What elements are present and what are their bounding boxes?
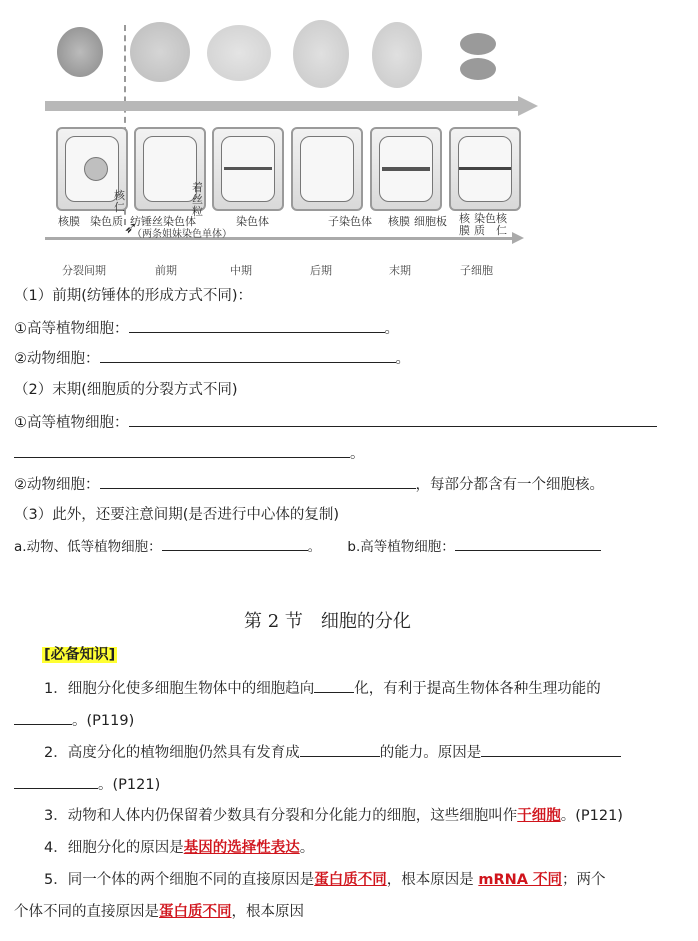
stage-daughter-cell: 子细胞 [460,264,493,277]
label-sister-chromatids: （两条姐妹染色单体） [132,229,232,240]
q3-options-row: a.动物、低等植物细胞： 。 b.高等植物细胞： [14,536,601,557]
item-1-blank-1[interactable] [314,678,354,693]
item-5-answer-1: 蛋白质不同 [314,872,387,888]
item-5-row-1 [44,870,606,890]
item-2-blank-2[interactable] [481,742,621,757]
label-chromatin-daughter: 染色质 [474,212,496,237]
q3-heading: （3）此外，还要注意间期(是否进行中心体的复制) [14,507,340,523]
bottom-arrow-head [512,232,524,244]
label-chromosome: 染色体 [163,215,196,228]
q1-heading: （1）前期(纺锤体的形成方式不同)： [14,288,253,304]
label-chromatin: 染色质 [90,215,123,228]
item-1-row-2 [14,710,134,731]
label-nucleolus: 核仁 [114,189,125,214]
item-1-blank-2[interactable] [14,710,72,725]
label-nuclear-membrane-telophase: 核膜 [388,215,410,228]
q3-a-label: a.动物、低等植物细胞： [14,539,162,555]
q1-higher-plant-label: ①高等植物细胞： [14,321,129,337]
bottom-timeline-arrow [45,237,515,240]
stage-interphase: 分裂间期 [62,264,106,277]
q1-animal-blank[interactable] [100,348,396,363]
metaphase-chromosomes-image [207,25,271,81]
label-daughter-chromosome: 子染色体 [328,215,372,228]
label-centromere: 着丝粒 [192,181,203,218]
q1-higher-plant-row: ①高等植物细胞： 。 [14,318,399,339]
item-5-answer-2: mRNA 不同 [478,872,563,888]
knowledge-tag [42,645,117,665]
prophase-chromosomes-image [130,22,190,82]
q2-animal-label: ②动物细胞： [14,477,100,493]
q2-animal-tail: ，每部分都含有一个细胞核。 [415,477,604,493]
metaphase-plant-cell [212,127,284,211]
item-4-text-b: 。 [299,840,315,856]
item-5-text-a: 5．同一个体的两个细胞不同的直接原因是 [44,872,315,888]
item-2-blank-1[interactable] [300,742,380,757]
q2-heading: （2）末期(细胞质的分裂方式不同) [14,382,238,398]
telophase-plant-cell [370,127,442,211]
item-3-row [44,806,623,826]
anaphase-chromosomes-image [293,20,349,88]
item-5-answer-3: 蛋白质不同 [159,904,232,920]
daughter-plant-cell [449,127,521,211]
daughter-nuclei-image-2 [460,58,496,80]
q1-animal-row: ②动物细胞： 。 [14,348,410,369]
item-5-text-c: ；两个 [562,872,606,888]
stage-metaphase: 中期 [230,264,252,277]
q3-b-blank[interactable] [455,536,601,551]
anaphase-plant-cell [291,127,363,211]
stage-telophase: 末期 [389,264,411,277]
q2-animal-row [14,474,604,495]
section-title: 第 2 节 细胞的分化 [244,611,411,632]
item-4-answer: 基因的选择性表达 [183,840,300,856]
item-3-text-b: 。(P121) [560,808,623,824]
label-cell-plate: 细胞板 [414,215,447,228]
item-3-answer: 干细胞 [517,808,561,824]
daughter-nuclei-image [460,33,496,55]
q2-higher-plant-blank-1[interactable] [129,412,657,427]
item-2-blank-3[interactable] [14,774,98,789]
item-2-row-1 [44,742,621,763]
q1-higher-plant-blank[interactable] [129,318,385,333]
q1-animal-label: ②动物细胞： [14,351,100,367]
item-2-text-c: 。(P121) [98,777,161,793]
item-2-text-a: 2．高度分化的植物细胞仍然具有发育成 [44,745,300,761]
item-5-text-b: ，根本原因是 [386,872,474,888]
item-5-row-2 [14,902,304,922]
item-2-row-2 [14,774,160,795]
top-progress-arrow [45,101,525,111]
q2-higher-plant-row [14,412,657,433]
item-2-text-b: 的能力。原因是 [379,745,482,761]
mouse-cursor-icon: ➶ [124,218,138,237]
q2-animal-blank[interactable] [100,474,416,489]
stage-prophase: 前期 [155,264,177,277]
top-arrow-head [518,96,538,116]
item-5-text-d: 个体不同的直接原因是 [14,904,159,920]
item-1-row-1 [44,678,601,699]
item-4-row [44,838,314,858]
item-1-text-a: 1．细胞分化使多细胞生物体中的细胞趋向 [44,681,315,697]
item-1-text-b: 化，有利于提高生物体各种生理功能的 [354,681,601,697]
label-chromosome-metaphase: 染色体 [236,215,269,228]
label-spindle-fiber: 纺锤丝 [130,215,163,228]
item-3-text-a: 3．动物和人体内仍保留着少数具有分裂和分化能力的细胞，这些细胞叫作 [44,808,518,824]
q3-b-label: b.高等植物细胞： [347,539,455,555]
label-nucleolus-daughter: 核仁 [496,212,507,237]
telophase-chromosomes-image [372,22,422,88]
stage-anaphase: 后期 [310,264,332,277]
q3-a-blank[interactable] [162,536,308,551]
knowledge-tag-label: [必备知识] [44,647,116,663]
q2-higher-plant-label: ①高等植物细胞： [14,415,129,431]
item-4-text-a: 4．细胞分化的原因是 [44,840,184,856]
q2-higher-plant-row-2: 。 [14,443,365,464]
label-nuclear-membrane-daughter: 核膜 [459,212,470,237]
item-5-text-e: ，根本原因 [231,904,304,920]
interphase-nucleus-image [57,27,103,77]
item-1-text-c: 。(P119) [72,713,135,729]
label-nuclear-membrane: 核膜 [58,215,80,228]
q2-higher-plant-blank-2[interactable] [14,443,350,458]
